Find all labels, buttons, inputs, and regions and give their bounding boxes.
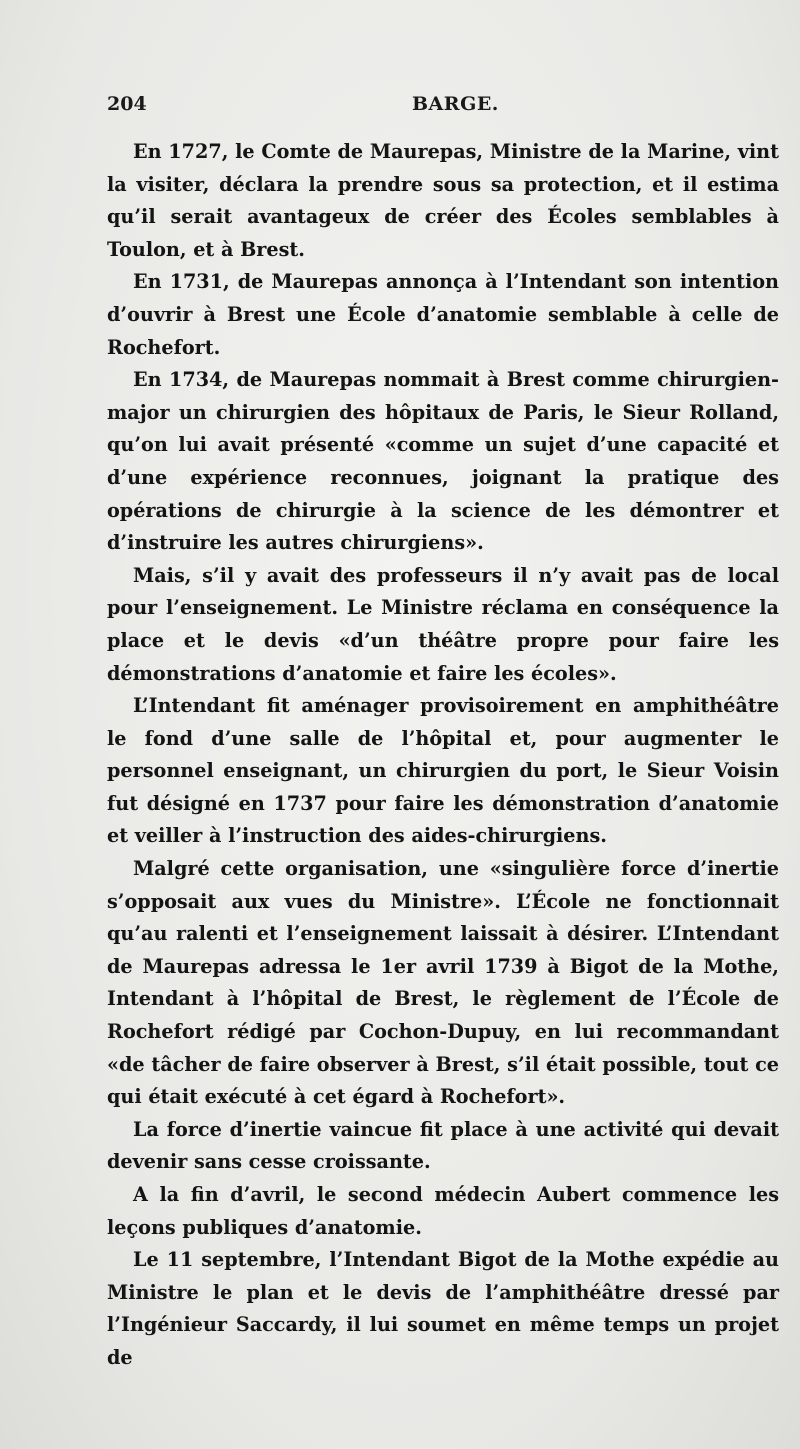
paragraph: En 1727, le Comte de Maurepas, Ministre de la Marine, vint la visiter, déclara la prendre sous sa protection, et il estima qu’il serait avantageux de créer des Écoles semblables à Toulon, et à Brest.	[107, 140, 779, 261]
paragraph: En 1731, de Maurepas annonça à l’Intendant son intention d’ouvrir à Brest une École d’anatomie semblable à celle de Rochefort.	[107, 270, 779, 359]
paragraph: En 1734, de Maurepas nommait à Brest comme chirurgien-major un chirurgien des hôpitaux de Paris, le Sieur Rolland, qu’on lui avait présenté «comme un sujet d’une capacité et d’une expérience reconnues, joignant la pratique des opérations de chirurgie à la science de les démontrer et d’instruire les autres chirurgiens».	[107, 368, 779, 555]
page-number: 204	[107, 93, 147, 115]
paragraph: Le 11 septembre, l’Intendant Bigot de la Mothe expédie au Ministre le plan et le devis de l’amphithéâtre dressé par l’Ingénieur Saccardy, il lui soumet en même temps un projet de	[107, 1248, 779, 1369]
paragraph: La force d’inertie vaincue fit place à une activité qui devait devenir sans cesse croissante.	[107, 1117, 779, 1174]
paragraph: Mais, s’il y avait des professeurs il n’y avait pas de local pour l’enseignement. Le Ministre réclama en conséquence la place et le devis «d’un théâtre propre pour faire les démonstrations d’anatomie et faire les écoles».	[107, 563, 779, 685]
running-head: BARGE.	[412, 93, 499, 115]
paragraph: Malgré cette organisation, une «singulière force d’inertie s’opposait aux vues du Ministre». L’École ne fonctionnait qu’au ralenti et l’enseignement laissait à désirer. L’Intendant de Maurepas adressa le 1er avril 1739 à Bigot de la Mothe, Intendant à l’hôpital de Brest, le règlement de l’École de Rochefort rédigé par Cochon-Dupuy, en lui recommandant «de tâcher de faire observer à Brest, s’il était possible, tout ce qui était exécuté à cet égard à Rochefort».	[107, 857, 779, 1109]
page-header	[107, 93, 777, 123]
paragraph: L’Intendant fit aménager provisoirement en amphithéâtre le fond d’une salle de l’hôpital et, pour augmenter le personnel enseignant, un chirurgien du port, le Sieur Voisin fut désigné en 1737 pour faire les démonstration d’anatomie et veiller à l’instruction des aides-chirurgiens.	[107, 694, 779, 848]
body-text	[107, 136, 779, 1375]
paragraph: A la fin d’avril, le second médecin Aubert commence les leçons publiques d’anatomie.	[107, 1183, 779, 1239]
